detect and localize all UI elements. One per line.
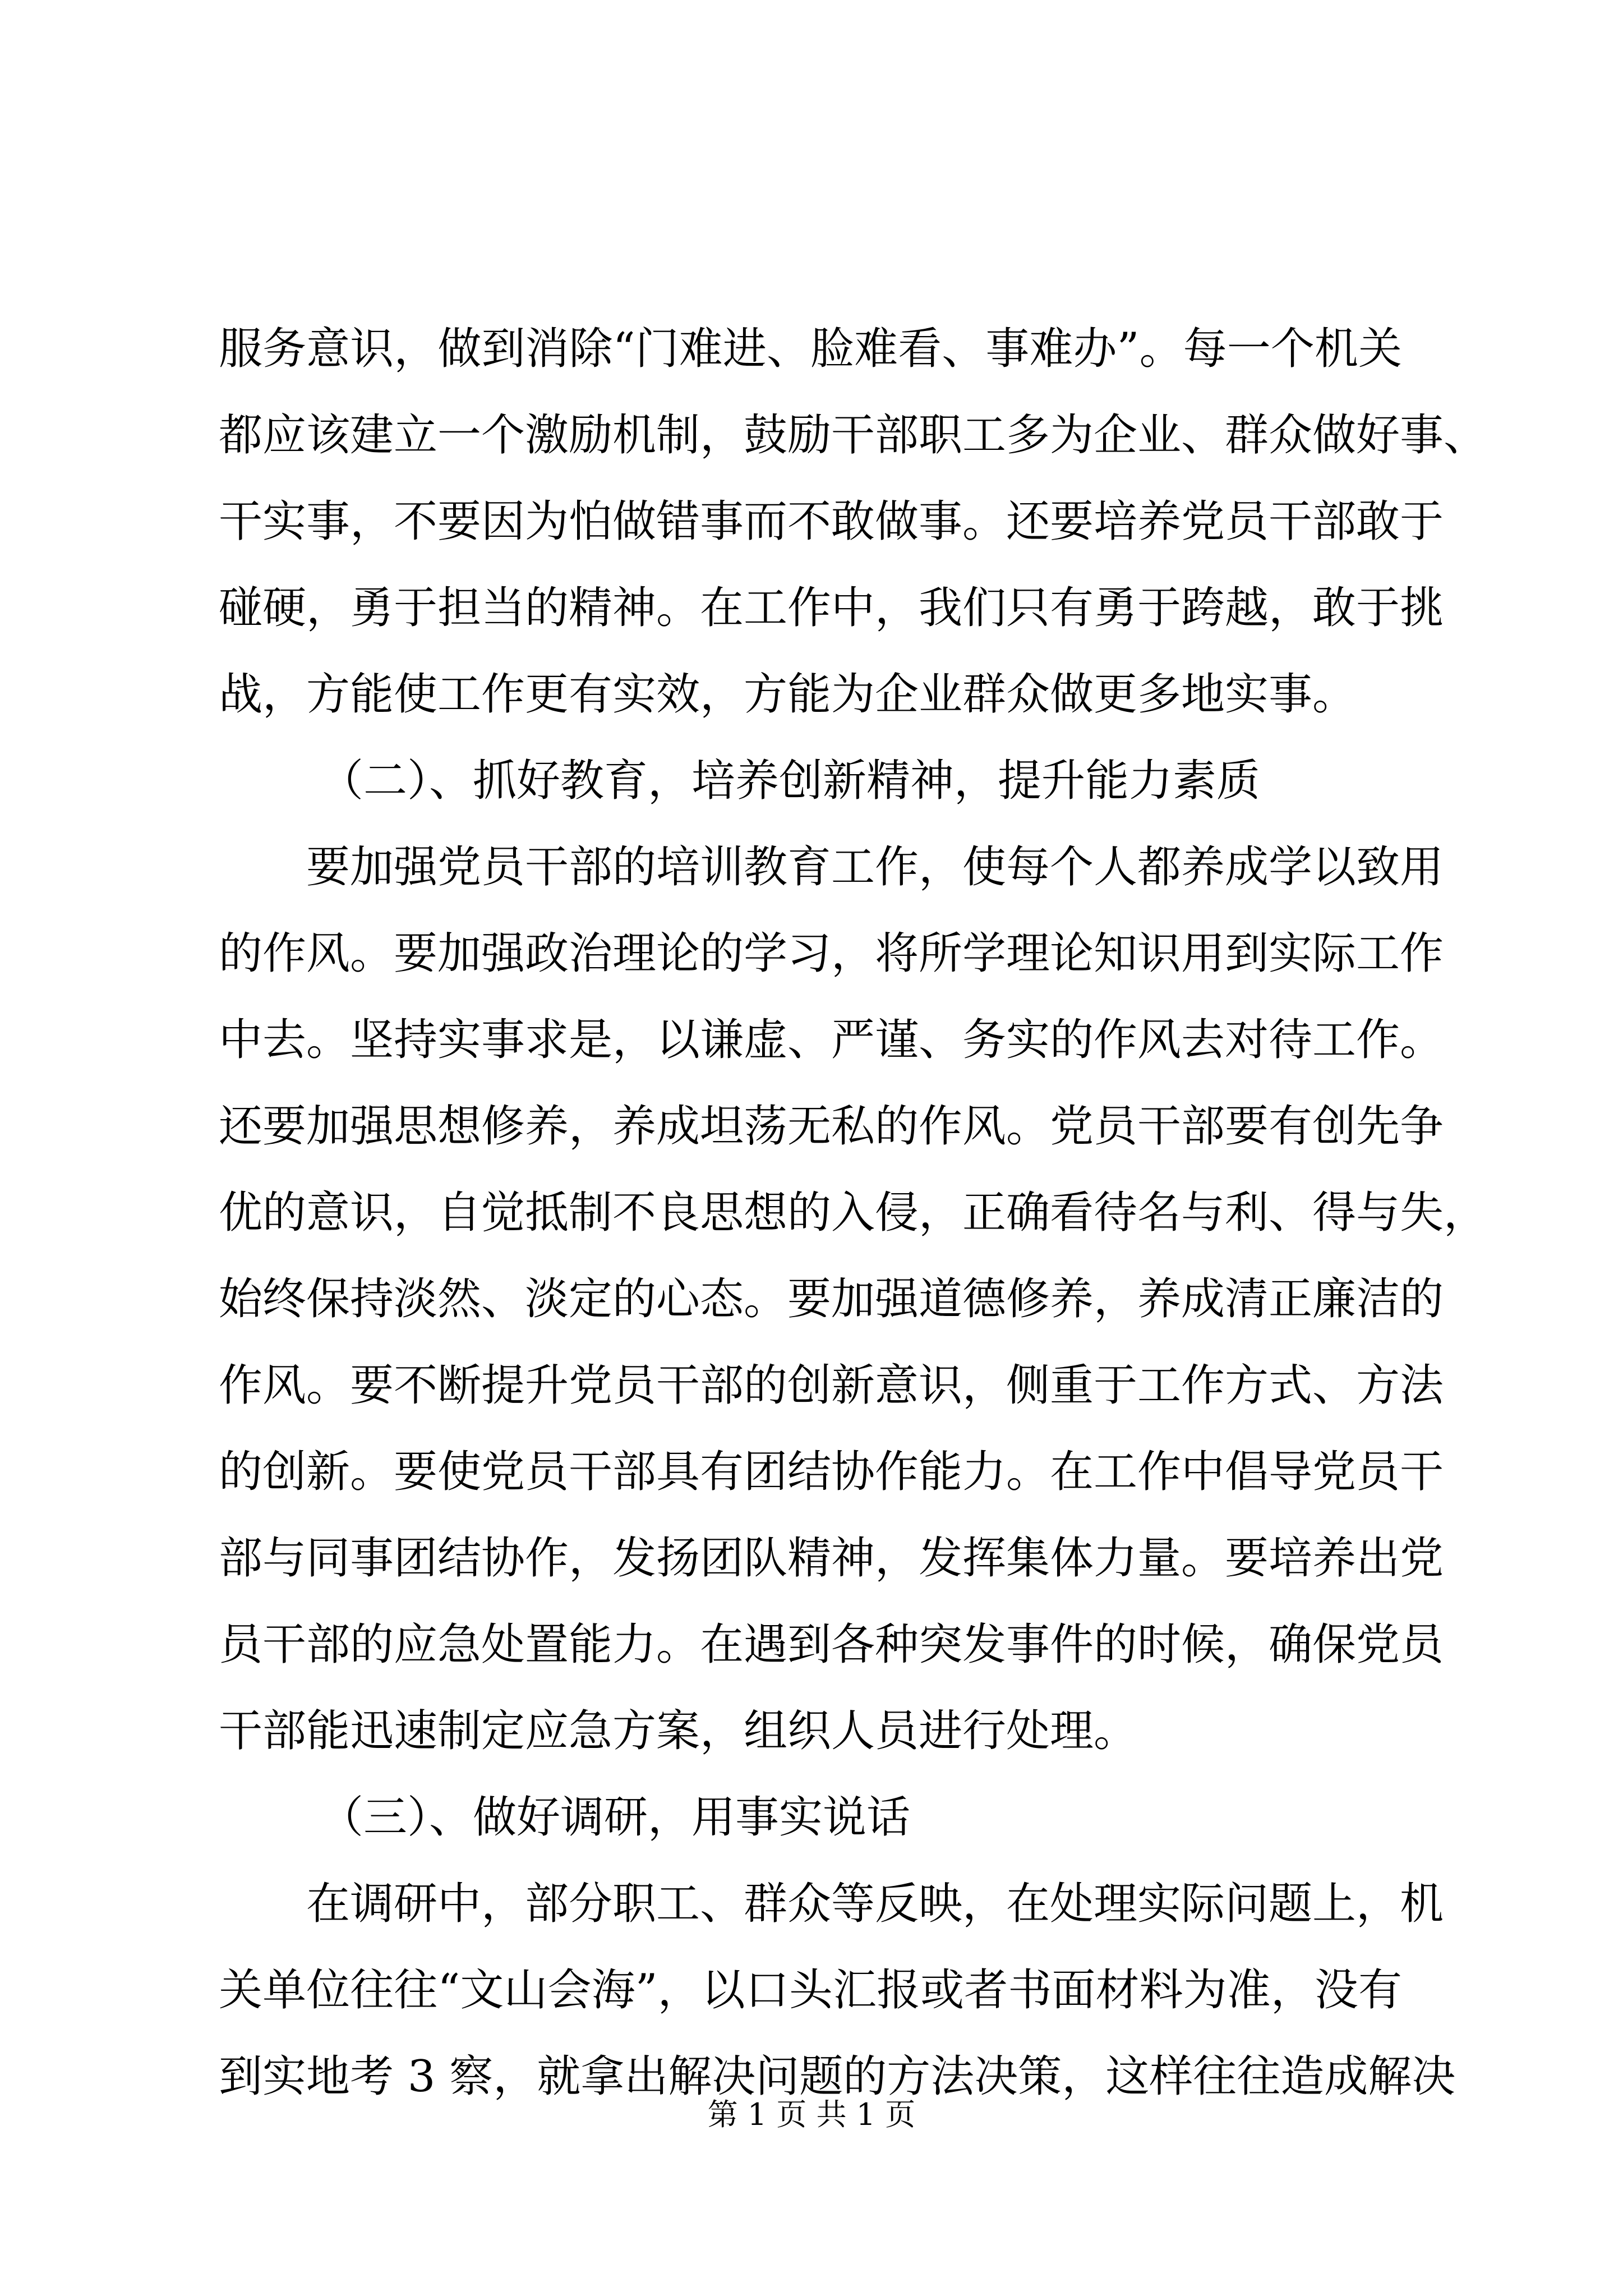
paragraph-line: 还要加强思想修养，养成坦荡无私的作风。党员干部要有创先争 [219,1101,1444,1152]
paragraph-line: 在调研中，部分职工、群众等反映，在处理实际问题上，机 [306,1879,1444,1929]
section-heading: （三）、做好调研，用事实说话 [320,1792,911,1843]
paragraph-line: 要加强党员干部的培训教育工作，使每个人都养成学以致用 [306,842,1444,892]
paragraph-line: 始终保持淡然、淡定的心态。要加强道德修养，养成清正廉洁的 [219,1274,1444,1324]
paragraph-line: 都应该建立一个激励机制，鼓励干部职工多为企业、群众做好事、 [219,410,1488,461]
paragraph-line: 干实事，不要因为怕做错事而不敢做事。还要培养党员干部敢于 [219,496,1444,547]
paragraph-line: 优的意识，自觉抵制不良思想的入侵，正确看待名与利、得与失， [219,1188,1488,1238]
paragraph-line: 服务意识，做到消除“门难进、脸难看、事难办”。每一个机关 [219,324,1402,374]
paragraph-line: 中去。坚持实事求是，以谦虚、严谨、务实的作风去对待工作。 [219,1015,1444,1065]
page-footer: 第 1 页 共 1 页 [707,2097,916,2132]
paragraph-line: 作风。要不断提升党员干部的创新意识，侧重于工作方式、方法 [219,1360,1444,1411]
section-heading: （二）、抓好教育，培养创新精神，提升能力素质 [320,756,1261,806]
document-body [219,306,1488,2120]
paragraph-line: 到实地考 3 察，就拿出解决问题的方法决策，这样往往造成解决 [219,2051,1456,2102]
paragraph-line: 碰硬，勇于担当的精神。在工作中，我们只有勇于跨越，敢于挑 [219,583,1444,633]
paragraph-line: 关单位往往“文山会海”，以口头汇报或者书面材料为准，没有 [219,1965,1402,2016]
paragraph-line: 的创新。要使党员干部具有团结协作能力。在工作中倡导党员干 [219,1447,1444,1497]
paragraph-line: 部与同事团结协作，发扬团队精神，发挥集体力量。要培养出党 [219,1533,1444,1584]
paragraph-line: 员干部的应急处置能力。在遇到各种突发事件的时候，确保党员 [219,1619,1444,1670]
paragraph-line: 战，方能使工作更有实效，方能为企业群众做更多地实事。 [219,669,1357,720]
paragraph-line: 干部能迅速制定应急方案，组织人员进行处理。 [219,1706,1138,1756]
paragraph-line: 的作风。要加强政治理论的学习，将所学理论知识用到实际工作 [219,928,1444,979]
